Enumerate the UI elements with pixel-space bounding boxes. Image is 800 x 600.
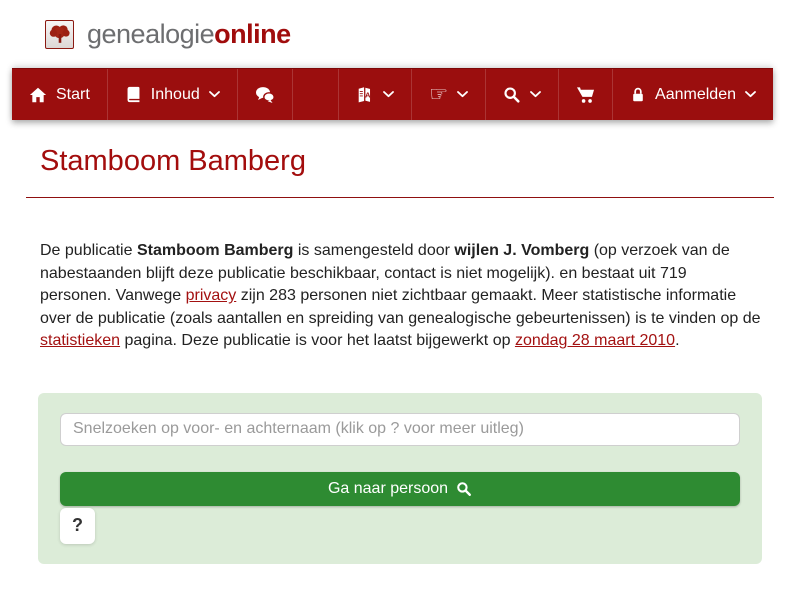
svg-text:A: A (365, 89, 371, 99)
statistieken-link[interactable]: statistieken (40, 332, 121, 350)
help-button[interactable]: ? (60, 508, 95, 544)
publication-name: Stamboom Bamberg (136, 242, 294, 259)
lock-icon (630, 86, 646, 103)
quick-search-panel (38, 393, 762, 564)
nav-item-label: Start (56, 85, 90, 103)
language-icon (356, 86, 374, 104)
chevron-down-icon (745, 91, 756, 98)
nav-item-recommend[interactable] (411, 69, 485, 120)
home-icon (29, 86, 47, 104)
last-updated-link[interactable]: zondag 28 maart 2010 (514, 332, 676, 350)
tree-icon (47, 21, 73, 47)
nav-item-cart[interactable] (558, 69, 612, 120)
nav-item-label: Aanmelden (655, 85, 736, 103)
intro-text: pagina. Deze publicatie is voor het laatst bijgewerkt op (120, 332, 515, 350)
nav-item-comments[interactable] (238, 69, 293, 120)
shopping-cart-icon (576, 86, 595, 104)
brand-text-red: online (214, 18, 291, 49)
search-icon (503, 86, 521, 104)
go-to-person-button[interactable] (60, 472, 740, 506)
title-divider (26, 197, 774, 198)
chevron-down-icon (457, 91, 468, 98)
site-header (0, 0, 800, 68)
page-title: Stamboom Bamberg (40, 145, 306, 177)
nav-item-aanmelden[interactable] (612, 69, 773, 120)
author-name: wijlen J. Vomberg (454, 242, 590, 259)
brand-title[interactable] (87, 19, 291, 50)
quick-search-input[interactable] (60, 413, 740, 446)
intro-text: (op verzoek van de nabestaanden blijft deze publicatie beschikbaar, contact is niet mogelijk). en bestaat uit 719 personen. Vanwege (40, 242, 730, 305)
site-logo[interactable] (45, 20, 74, 49)
intro-paragraph (40, 240, 762, 353)
hand-point-icon: ☞ (429, 82, 449, 106)
privacy-link[interactable]: privacy (185, 287, 237, 305)
intro-text: De publicatie (40, 242, 137, 259)
nav-item-inhoud[interactable] (108, 69, 238, 120)
nav-item-label: Inhoud (150, 85, 200, 103)
nav-spacer (293, 69, 338, 120)
intro-text: zijn 283 personen niet zichtbaar gemaakt. Meer statistische informatie over de publicatie (zoals aantallen en spreiding van genealogische gebeurtenissen) is te vinden op de (40, 287, 761, 327)
nav-item-start[interactable] (12, 69, 108, 120)
book-icon (125, 86, 142, 103)
search-icon (456, 481, 472, 497)
go-to-person-label: Ga naar persoon (327, 479, 449, 497)
brand-text-gray: genealogie (87, 18, 215, 49)
intro-text: . (675, 332, 680, 350)
intro-text: is samengesteld door (293, 242, 455, 259)
nav-item-language[interactable] (338, 69, 411, 120)
chevron-down-icon (383, 91, 394, 98)
main-content (0, 145, 800, 564)
nav-item-search[interactable] (485, 69, 558, 120)
main-nav (12, 68, 773, 120)
comments-icon (255, 86, 275, 104)
chevron-down-icon (530, 91, 541, 98)
chevron-down-icon (209, 91, 220, 98)
